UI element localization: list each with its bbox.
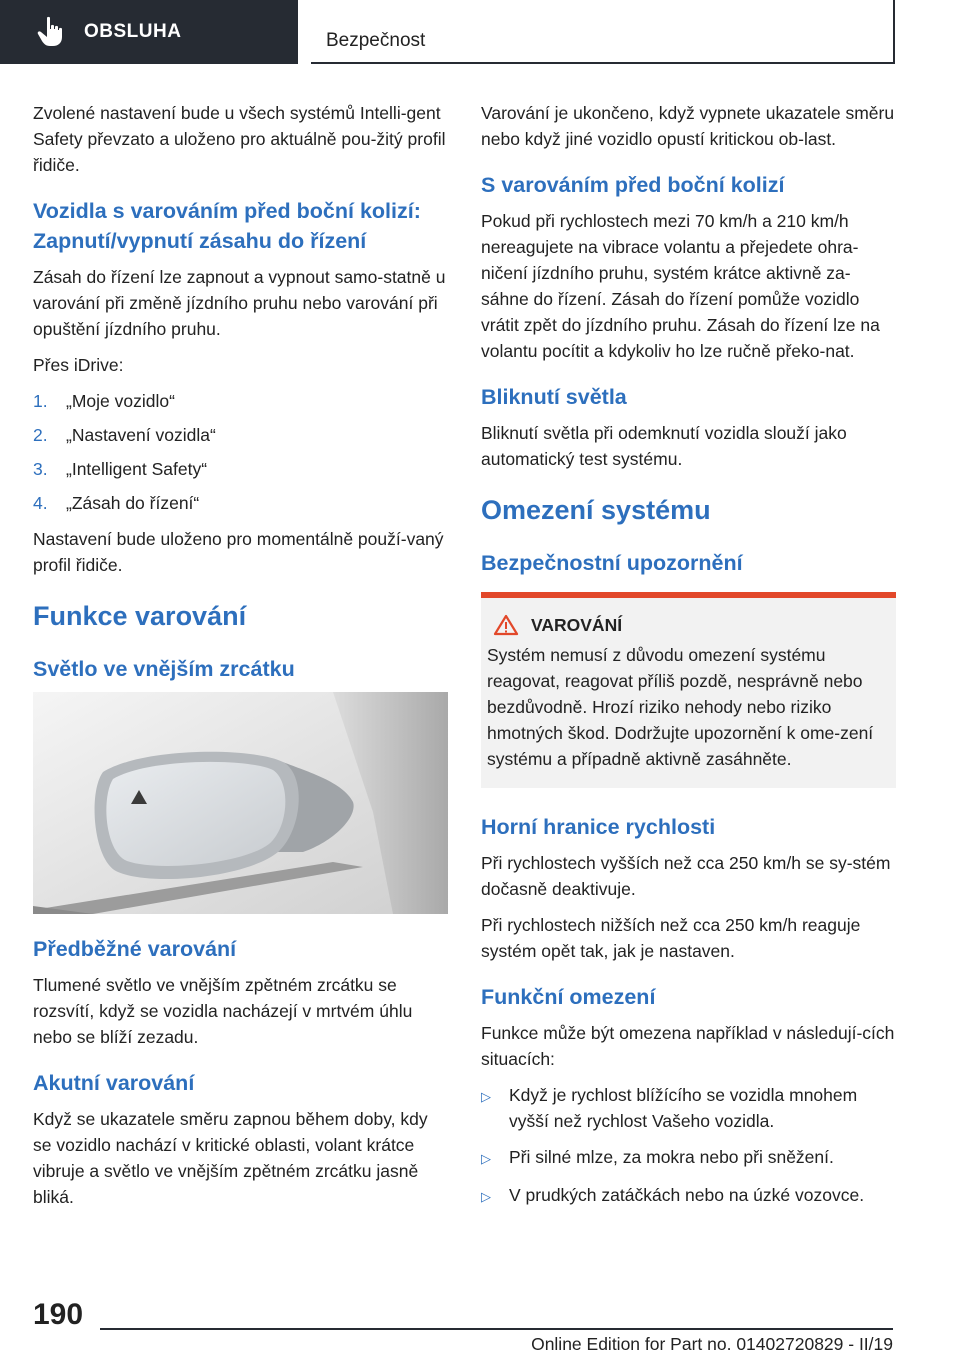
step-text: „Zásah do řízení“ xyxy=(66,493,200,513)
right-column xyxy=(481,100,896,1220)
safety-notes-heading: Bezpečnostní upozornění xyxy=(481,551,743,575)
steering-heading: Vozidla s varováním před boční kolizí: Zapnutí/vypnutí zásahu do řízení xyxy=(33,199,421,253)
step-item xyxy=(33,388,448,414)
idrive-label: Přes iDrive: xyxy=(33,355,124,375)
light-flash-heading: Bliknutí světla xyxy=(481,385,627,409)
left-column xyxy=(33,100,448,1220)
profile-note: Nastavení bude uloženo pro momentálně použí-vaný profil řidiče. xyxy=(33,529,444,575)
warning-box xyxy=(481,592,896,788)
warning-header xyxy=(487,614,888,636)
intro-paragraph: Zvolené nastavení bude u všech systémů Intelli-gent Safety převzato a uloženo pro aktuálně pou-žitý profil řidiče. xyxy=(33,103,446,175)
pre-warning-heading: Předběžné varování xyxy=(33,937,237,961)
list-item xyxy=(481,1182,896,1210)
limits-list xyxy=(481,1082,896,1210)
pre-warning-paragraph: Tlumené světlo ve vnějším zpětném zrcátku se rozsvítí, když se vozidla nacházejí v mrtvém úhlu nebo se blíží zezadu. xyxy=(33,975,413,1047)
step-text: „Intelligent Safety“ xyxy=(66,459,208,479)
page-number: 190 xyxy=(33,1298,84,1331)
warning-label: VAROVÁNÍ xyxy=(531,614,623,635)
idrive-steps xyxy=(33,388,448,516)
triangle-bullet-icon: ▷ xyxy=(481,1089,491,1104)
step-item xyxy=(33,490,448,516)
step-number: 2. xyxy=(33,425,48,445)
step-text: „Moje vozidlo“ xyxy=(66,391,175,411)
end-paragraph: Varování je ukončeno, když vypnete ukazatele směru nebo když jiné vozidlo opustí kritickou ob-last. xyxy=(481,103,895,149)
step-text: „Nastavení vozidla“ xyxy=(66,425,216,445)
step-number: 3. xyxy=(33,459,48,479)
mirror-light-heading: Světlo ve vnějším zrcátku xyxy=(33,657,295,681)
speed-limit-paragraph-1: Při rychlostech vyšších než cca 250 km/h se sy-stém dočasně deaktivuje. xyxy=(481,853,891,899)
step-item xyxy=(33,456,448,482)
limits-heading: Omezení systému xyxy=(481,495,711,525)
step-number: 1. xyxy=(33,391,48,411)
list-item-text: Při silné mlze, za mokra nebo při sněžení. xyxy=(509,1147,834,1167)
warning-functions-heading: Funkce varování xyxy=(33,601,247,631)
side-collision-heading: S varováním před boční kolizí xyxy=(481,173,785,197)
step-number: 4. xyxy=(33,493,48,513)
chapter-header xyxy=(311,0,895,64)
light-flash-paragraph: Bliknutí světla při odemknutí vozidla slouží jako automatický test systému. xyxy=(481,423,847,469)
functional-limits-paragraph: Funkce může být omezena například v následují-cích situacích: xyxy=(481,1023,895,1069)
acute-warning-paragraph: Když se ukazatele směru zapnou během doby, kdy se vozidlo nachází v kritické oblasti, volant krátce vibruje a světlo ve vnějším zpětném zrcátku jasně bliká. xyxy=(33,1109,428,1207)
section-tab xyxy=(0,0,298,64)
hand-pointer-icon xyxy=(36,14,72,50)
warning-triangle-icon xyxy=(493,614,519,636)
list-item xyxy=(481,1144,896,1172)
triangle-bullet-icon: ▷ xyxy=(481,1189,491,1204)
chapter-label: Bezpečnost xyxy=(326,30,426,51)
speed-limit-paragraph-2: Při rychlostech nižších než cca 250 km/h reaguje systém opět tak, jak je nastaven. xyxy=(481,915,861,961)
speed-limit-heading: Horní hranice rychlosti xyxy=(481,815,716,839)
footer-divider xyxy=(100,1328,893,1330)
mirror-photo xyxy=(33,692,448,914)
list-item-text: Když je rychlost blížícího se vozidla mnohem vyšší než rychlost Vašeho vozidla. xyxy=(509,1085,858,1131)
side-collision-paragraph: Pokud při rychlostech mezi 70 km/h a 210 km/h nereagujete na vibrace volantu a přejedete ohra-ničení jízdního pruhu, systém krátce aktivně za-sáhne do řízení. Zásah do řízení pomůže vozidlo vrátit zpět do jízdního pruhu. Zásah do řízení lze na volantu pocítit a kdykoliv ho lze ručně překo-nat. xyxy=(481,211,880,361)
step-item xyxy=(33,422,448,448)
acute-warning-heading: Akutní varování xyxy=(33,1071,195,1095)
steering-paragraph: Zásah do řízení lze zapnout a vypnout samo-statně u varování při změně jízdního pruhu nebo varování při opuštění jízdního pruhu. xyxy=(33,267,446,339)
warning-text: Systém nemusí z důvodu omezení systému reagovat, reagovat příliš pozdě, nesprávně nebo bezdůvodně. Hrozí riziko nehody nebo riziko hmotných škod. Dodržujte upozornění k ome-zení systému a případně aktivně zasáhněte. xyxy=(487,645,874,769)
triangle-bullet-icon: ▷ xyxy=(481,1151,491,1166)
edition-text: Online Edition for Part no. 01402720829 - II/19 xyxy=(531,1334,893,1354)
functional-limits-heading: Funkční omezení xyxy=(481,985,656,1009)
list-item-text: V prudkých zatáčkách nebo na úzké vozovce. xyxy=(509,1185,865,1205)
section-label: OBSLUHA xyxy=(84,21,182,42)
list-item xyxy=(481,1082,896,1134)
